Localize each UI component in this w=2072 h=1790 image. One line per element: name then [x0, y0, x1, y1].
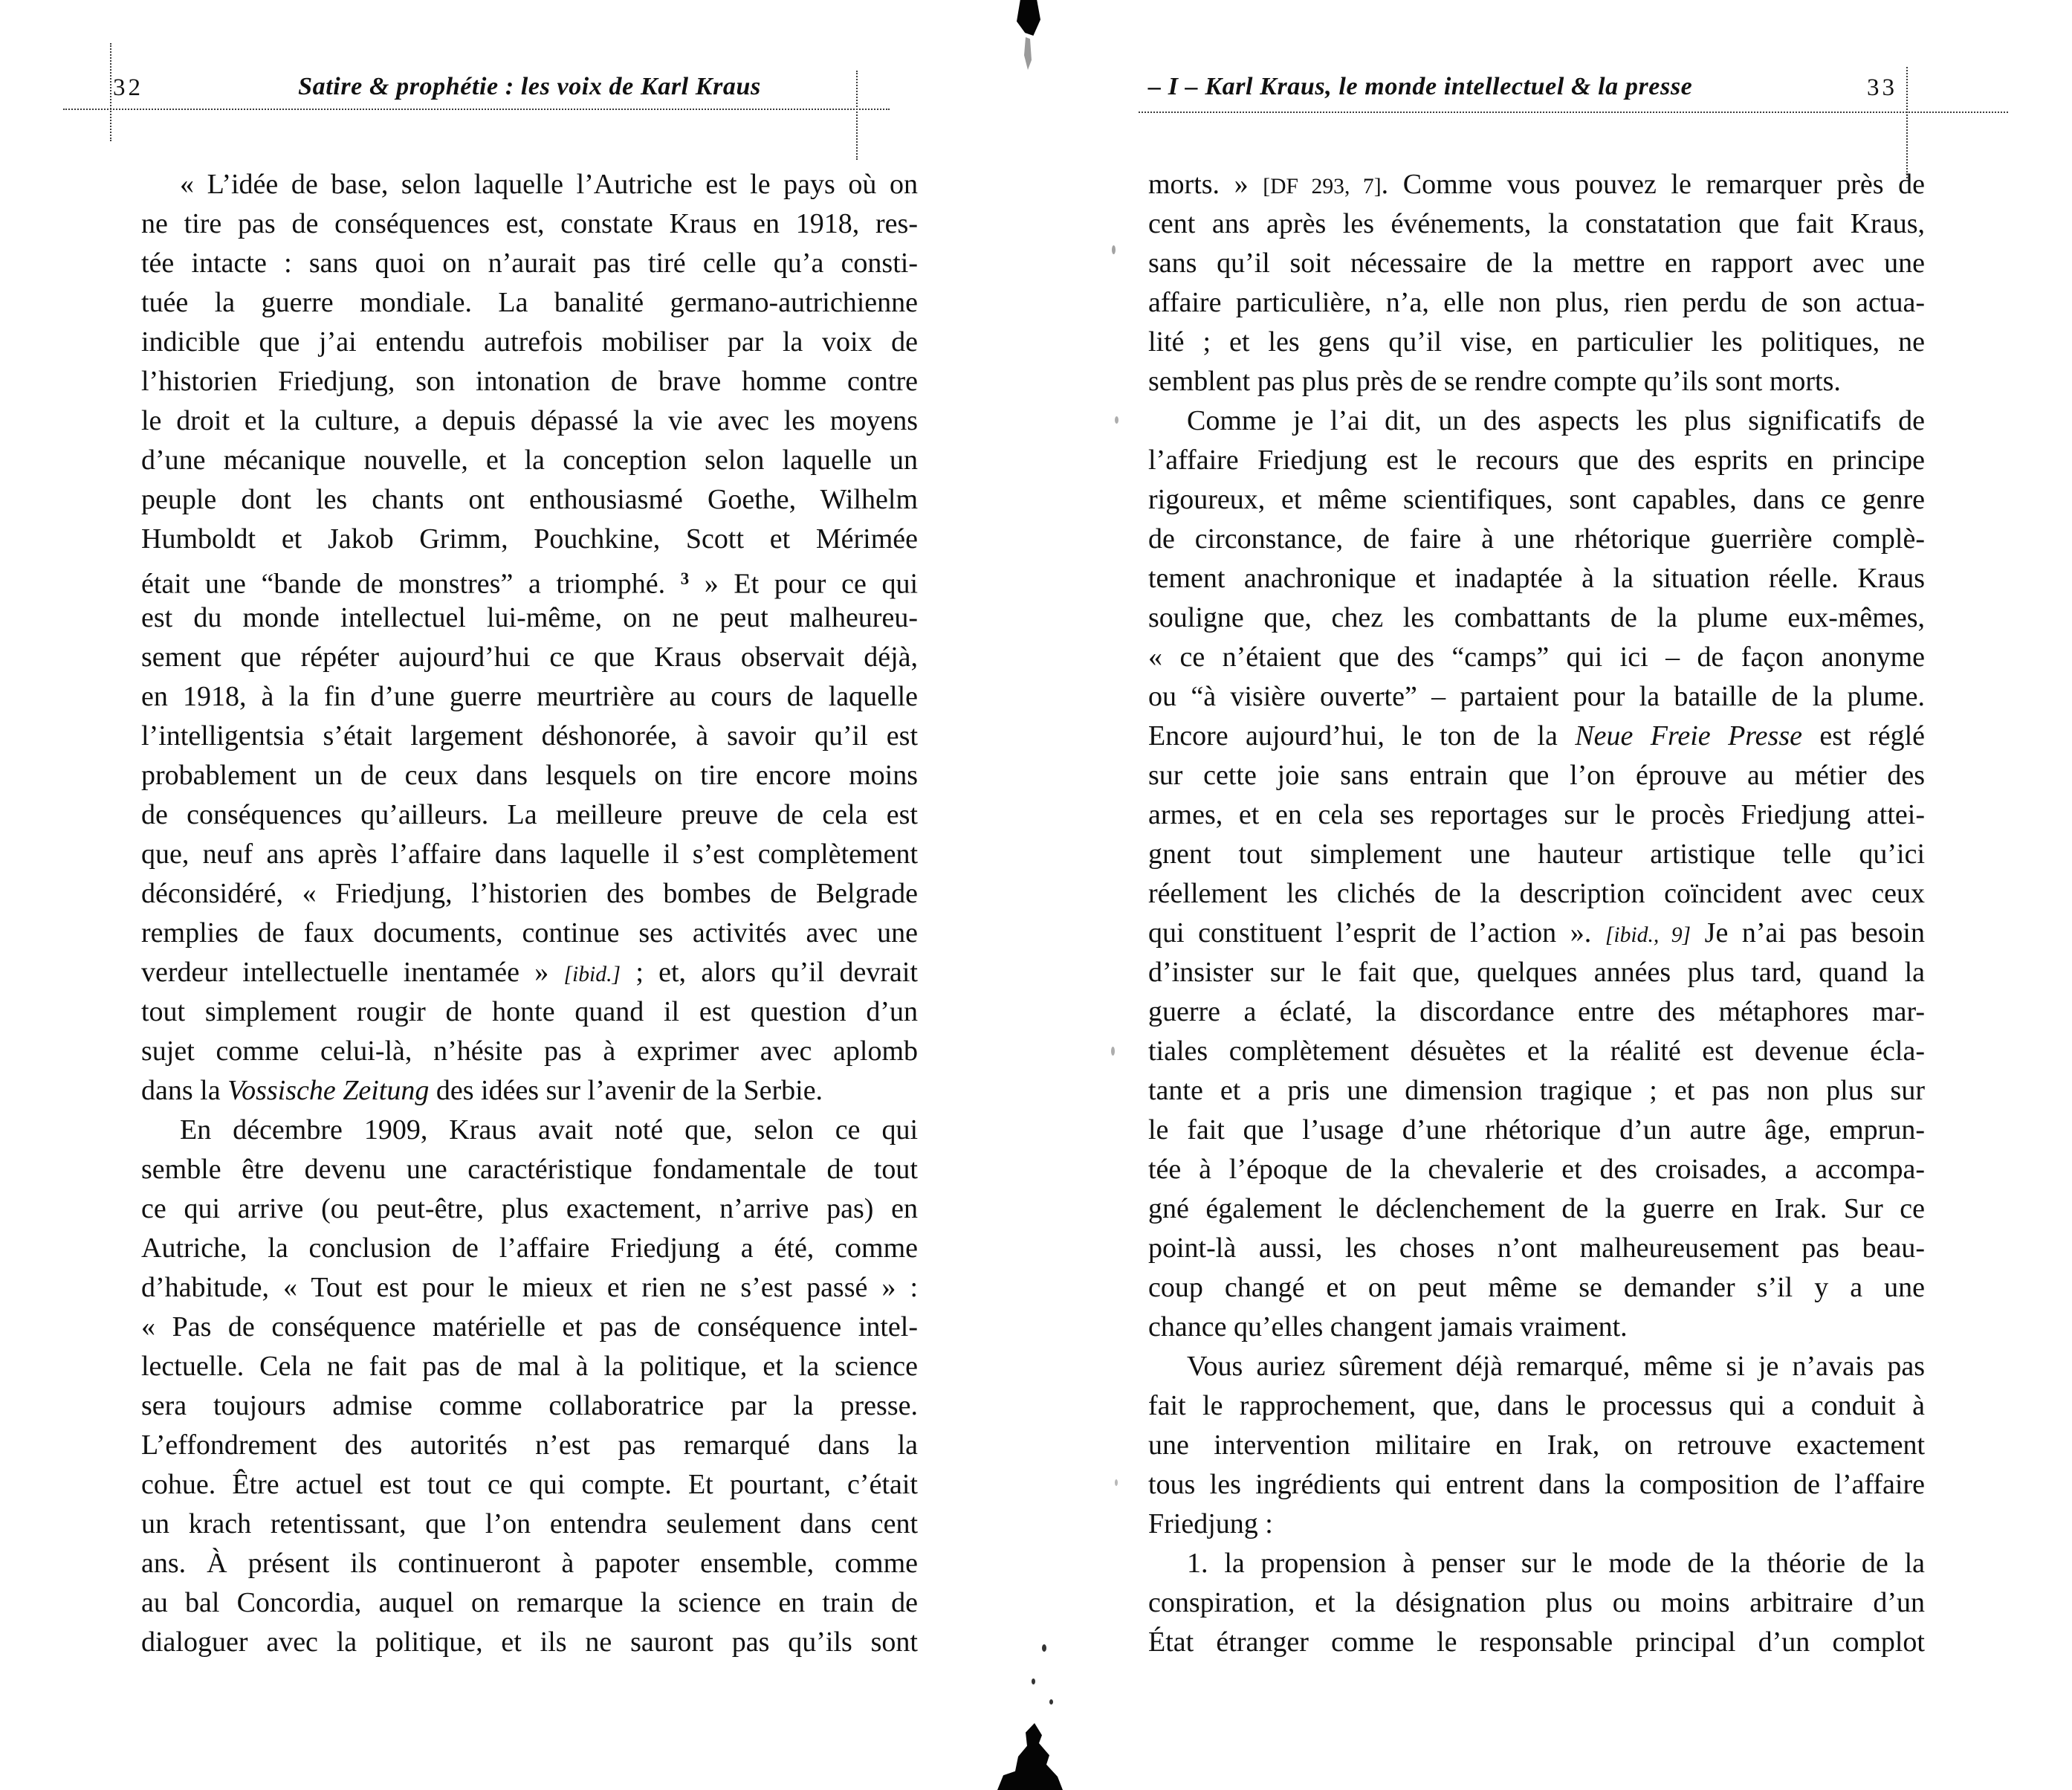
text-line	[1148, 1229, 1925, 1268]
text-line	[1148, 441, 1925, 480]
text-run: ou “à visière ouverte” – partaient pour la bataille de la plume.	[1148, 681, 1925, 712]
text-line	[141, 480, 918, 520]
text-run: dialoguer avec la politique, et ils ne sauront pas qu’ils sont	[141, 1626, 918, 1658]
text-line	[1148, 1308, 1925, 1347]
text-line	[1148, 480, 1925, 520]
text-line	[141, 1386, 918, 1426]
text-line	[1148, 1465, 1925, 1505]
text-run: Vous auriez sûrement déjà remarqué, même si je n’avais pas	[1187, 1351, 1925, 1382]
text-line	[141, 1071, 918, 1111]
binding-smudge-top	[1017, 0, 1040, 36]
text-run: l’historien Friedjung, son intonation de brave homme contre	[141, 366, 918, 397]
text-run: tout simplement rougir de honte quand il est question d’un	[141, 996, 918, 1027]
text-line	[1148, 1189, 1925, 1229]
italic-title: Neue Freie Presse	[1575, 720, 1802, 752]
text-run: indicible que j’ai entendu autrefois mobiliser par la voix de	[141, 326, 918, 358]
text-run: cohue. Être actuel est tout ce qui compte. Et pourtant, c’était	[141, 1469, 918, 1500]
scan-speck	[1115, 416, 1118, 424]
text-run: affaire particulière, n’a, elle non plus, rien perdu de son actua-	[1148, 287, 1925, 318]
text-line	[1148, 1347, 1925, 1386]
text-line	[141, 1583, 918, 1623]
text-line	[141, 1032, 918, 1071]
text-line	[1148, 1071, 1925, 1111]
text-line	[1148, 520, 1925, 559]
text-line	[1148, 795, 1925, 835]
text-line	[141, 1189, 918, 1229]
text-line	[141, 1426, 918, 1465]
text-line	[1148, 677, 1925, 717]
text-run: morts. »	[1148, 169, 1263, 200]
scan-speck	[1049, 1699, 1053, 1705]
citation-ref: [ibid., 9]	[1605, 923, 1691, 947]
text-run: Je n’ai pas besoin	[1691, 917, 1925, 949]
crop-mark	[110, 43, 111, 141]
text-run: d’une mécanique nouvelle, et la conception selon laquelle un	[141, 445, 918, 476]
text-line	[1148, 323, 1925, 362]
paragraph	[1148, 401, 1925, 1347]
paragraph	[1148, 165, 1925, 401]
text-line	[141, 204, 918, 244]
text-line	[141, 323, 918, 362]
text-line	[1148, 1111, 1925, 1150]
text-line	[1148, 1583, 1925, 1623]
text-line	[1148, 638, 1925, 677]
text-line	[141, 914, 918, 953]
text-run: gnent tout simplement une hauteur artistique telle qu’ici	[1148, 839, 1925, 870]
scan-speck	[1112, 245, 1116, 254]
header-rule-right	[1139, 112, 2008, 113]
text-line	[141, 401, 918, 441]
text-run: coup changé et on peut même se demander s’il y a une	[1148, 1272, 1925, 1303]
scan-speck	[1032, 1678, 1035, 1684]
text-line	[1148, 401, 1925, 441]
text-run: lectuelle. Cela ne fait pas de mal à la politique, et la science	[141, 1351, 918, 1382]
text-run: chance qu’elles changent jamais vraiment.	[1148, 1311, 1628, 1342]
text-run: Encore aujourd’hui, le ton de la	[1148, 720, 1576, 752]
text-run: semblent pas plus près de se rendre compte qu’ils sont morts.	[1148, 366, 1841, 397]
text-run: l’affaire Friedjung est le recours que des esprits en principe	[1148, 445, 1925, 476]
text-line	[141, 1465, 918, 1505]
text-line	[141, 520, 918, 559]
text-line	[141, 1544, 918, 1583]
running-title-left: Satire & prophétie : les voix de Karl Kraus	[298, 73, 761, 100]
text-line	[141, 835, 918, 874]
text-line	[1148, 992, 1925, 1032]
text-line	[141, 795, 918, 835]
text-line	[141, 441, 918, 480]
text-run: . Comme vous pouvez le remarquer près de	[1381, 169, 1925, 200]
text-line	[141, 1150, 918, 1189]
text-line	[1148, 598, 1925, 638]
text-run: des idées sur l’avenir de la Serbie.	[429, 1075, 823, 1106]
text-run: Comme je l’ai dit, un des aspects les plus significatifs de	[1187, 405, 1925, 436]
text-run: cent ans après les événements, la constatation que fait Kraus,	[1148, 208, 1925, 239]
text-line	[1148, 1268, 1925, 1308]
text-run: d’insister sur le fait que, quelques années plus tard, quand la	[1148, 957, 1925, 988]
text-line	[141, 1505, 918, 1544]
text-run: sera toujours admise comme collaboratrice par la presse.	[141, 1390, 918, 1421]
text-run: Humboldt et Jakob Grimm, Pouchkine, Scott et Mérimée	[141, 523, 918, 555]
text-run: tée à l’époque de la chevalerie et des croisades, a accompa-	[1148, 1154, 1925, 1185]
text-run: « L’idée de base, selon laquelle l’Autriche est le pays où on	[180, 169, 918, 200]
text-run: sement que répéter aujourd’hui ce que Kraus observait déjà,	[141, 642, 918, 673]
text-run: » Et pour ce qui	[689, 568, 918, 600]
text-run: guerre a éclaté, la discordance entre des métaphores mar-	[1148, 996, 1925, 1027]
text-line	[1148, 1544, 1925, 1583]
text-line	[141, 1229, 918, 1268]
text-line	[141, 953, 918, 992]
text-run: réellement les clichés de la description coïncident avec ceux	[1148, 878, 1925, 909]
scan-speck	[1111, 1047, 1115, 1056]
text-run: une intervention militaire en Irak, on retrouve exactement	[1148, 1429, 1925, 1461]
text-run: tée intacte : sans quoi on n’aurait pas tiré celle qu’a consti-	[141, 248, 918, 279]
text-run: Autriche, la conclusion de l’affaire Friedjung a été, comme	[141, 1232, 918, 1264]
text-line	[141, 638, 918, 677]
text-run: gné également le déclenchement de la guerre en Irak. Sur ce	[1148, 1193, 1925, 1224]
text-line	[141, 992, 918, 1032]
text-run: l’intelligentsia s’était largement déshonorée, à savoir qu’il est	[141, 720, 918, 752]
italic-title: Vossische Zeitung	[227, 1075, 430, 1106]
text-line	[1148, 1505, 1925, 1544]
text-line	[1148, 165, 1925, 204]
text-line	[141, 165, 918, 204]
text-line	[141, 874, 918, 914]
page-body-left	[141, 165, 918, 1662]
text-run: sans qu’il soit nécessaire de la mettre en rapport avec une	[1148, 248, 1925, 279]
text-run: sujet comme celui-là, n’hésite pas à exprimer avec aplomb	[141, 1035, 918, 1067]
text-line	[141, 362, 918, 401]
text-line	[141, 1111, 918, 1150]
crop-mark	[856, 71, 858, 160]
text-run: L’effondrement des autorités n’est pas remarqué dans la	[141, 1429, 918, 1461]
text-run: qui constituent l’esprit de l’action ».	[1148, 917, 1605, 949]
text-line	[1148, 717, 1925, 756]
text-line	[141, 559, 918, 598]
text-run: rigoureux, et même scientifiques, sont capables, dans ce genre	[1148, 484, 1925, 515]
text-run: 1. la propension à penser sur le mode de la théorie de la	[1187, 1548, 1925, 1579]
text-line	[141, 244, 918, 283]
text-run: de conséquences qu’ailleurs. La meilleure preuve de cela est	[141, 799, 918, 830]
page-number-right: 33	[1867, 74, 1897, 101]
text-run: verdeur intellectuelle inentamée »	[141, 957, 564, 988]
text-run: peuple dont les chants ont enthousiasmé Goethe, Wilhelm	[141, 484, 918, 515]
text-run: était une “bande de monstres” a triomphé.	[141, 568, 681, 600]
text-run: En décembre 1909, Kraus avait noté que, selon ce qui	[180, 1114, 918, 1146]
text-run: ne tire pas de conséquences est, constate Kraus en 1918, res-	[141, 208, 918, 239]
text-line	[141, 283, 918, 323]
header-rule-left	[63, 109, 890, 110]
text-line	[141, 1623, 918, 1662]
text-run: un krach retentissant, que l’on entendra seulement dans cent	[141, 1508, 918, 1539]
paragraph	[141, 1111, 918, 1662]
text-line	[1148, 204, 1925, 244]
text-run: le fait que l’usage d’une rhétorique d’un autre âge, emprun-	[1148, 1114, 1925, 1146]
text-run: « ce n’étaient que des “camps” qui ici – de façon anonyme	[1148, 642, 1925, 673]
text-line	[1148, 1426, 1925, 1465]
binding-smudge-bottom	[996, 1723, 1070, 1790]
text-run: semble être devenu une caractéristique fondamentale de tout	[141, 1154, 918, 1185]
scan-speck	[1115, 1479, 1118, 1486]
text-line	[1148, 559, 1925, 598]
text-run: ans. À présent ils continueront à papoter ensemble, comme	[141, 1548, 918, 1579]
text-line	[141, 1268, 918, 1308]
text-run: souligne que, chez les combattants de la plume eux-mêmes,	[1148, 602, 1925, 633]
text-line	[1148, 362, 1925, 401]
paragraph	[1148, 1544, 1925, 1662]
text-line	[1148, 874, 1925, 914]
text-run: en 1918, à la fin d’une guerre meurtrière au cours de laquelle	[141, 681, 918, 712]
text-run: déconsidéré, « Friedjung, l’historien des bombes de Belgrade	[141, 878, 918, 909]
text-run: tous les ingrédients qui entrent dans la composition de l’affaire	[1148, 1469, 1925, 1500]
text-run: probablement un de ceux dans lesquels on tire encore moins	[141, 760, 918, 791]
text-run: dans la	[141, 1075, 228, 1106]
text-line	[1148, 914, 1925, 953]
binding-smudge-top-tail	[1024, 37, 1032, 70]
text-line	[1148, 1623, 1925, 1662]
text-line	[1148, 1386, 1925, 1426]
text-run: tiales complètement désuètes et la réalité est devenue écla-	[1148, 1035, 1925, 1067]
text-line	[141, 717, 918, 756]
text-line	[1148, 953, 1925, 992]
crop-mark	[1906, 67, 1908, 178]
text-run: tante et a pris une dimension tragique ; et pas non plus sur	[1148, 1075, 1925, 1106]
text-run: tement anachronique et inadaptée à la situation réelle. Kraus	[1148, 563, 1925, 594]
paragraph	[141, 165, 918, 1111]
text-run: tuée la guerre mondiale. La banalité germano-autrichienne	[141, 287, 918, 318]
text-line	[1148, 1032, 1925, 1071]
text-run: ; et, alors qu’il devrait	[621, 957, 918, 988]
text-run: le droit et la culture, a depuis dépassé la vie avec les moyens	[141, 405, 918, 436]
text-run: fait le rapprochement, que, dans le processus qui a conduit à	[1148, 1390, 1925, 1421]
text-line	[1148, 1150, 1925, 1189]
text-run: est réglé	[1801, 720, 1926, 752]
text-line	[1148, 283, 1925, 323]
text-run: Friedjung :	[1148, 1508, 1273, 1539]
citation-ref: [ibid.]	[563, 963, 621, 986]
text-run: de circonstance, de faire à une rhétorique guerrière complè-	[1148, 523, 1925, 555]
running-title-right: – I – Karl Kraus, le monde intellectuel & la presse	[1148, 73, 1693, 100]
text-run: point-là aussi, les choses n’ont malheureusement pas beau-	[1148, 1232, 1925, 1264]
page-body-right	[1148, 165, 1925, 1662]
text-line	[141, 598, 918, 638]
text-run: au bal Concordia, auquel on remarque la science en train de	[141, 1587, 918, 1618]
text-run: « Pas de conséquence matérielle et pas de conséquence intel-	[141, 1311, 918, 1342]
citation-ref: [DF 293, 7]	[1263, 175, 1382, 198]
text-line	[1148, 756, 1925, 795]
text-line	[1148, 244, 1925, 283]
text-line	[141, 1308, 918, 1347]
paragraph	[1148, 1347, 1925, 1544]
scan-speck	[1042, 1644, 1046, 1652]
text-line	[141, 756, 918, 795]
page-number-left: 32	[113, 74, 143, 101]
text-run: est du monde intellectuel lui-même, on ne peut malheureu-	[141, 602, 918, 633]
text-run: que, neuf ans après l’affaire dans laquelle il s’est complètement	[141, 839, 918, 870]
text-run: État étranger comme le responsable principal d’un complot	[1148, 1626, 1925, 1658]
text-run: armes, et en cela ses reportages sur le procès Friedjung attei-	[1148, 799, 1925, 830]
text-line	[1148, 835, 1925, 874]
text-run: conspiration, et la désignation plus ou moins arbitraire d’un	[1148, 1587, 1925, 1618]
text-run: sur cette joie sans entrain que l’on éprouve au métier des	[1148, 760, 1925, 791]
text-line	[141, 1347, 918, 1386]
text-run: lité ; et les gens qu’il vise, en particulier les politiques, ne	[1148, 326, 1925, 358]
text-line	[141, 677, 918, 717]
footnote-marker: 3	[680, 569, 690, 588]
text-run: remplies de faux documents, continue ses activités avec une	[141, 917, 918, 949]
text-run: d’habitude, « Tout est pour le mieux et rien ne s’est passé » :	[141, 1272, 918, 1303]
text-run: ce qui arrive (ou peut-être, plus exactement, n’arrive pas) en	[141, 1193, 918, 1224]
